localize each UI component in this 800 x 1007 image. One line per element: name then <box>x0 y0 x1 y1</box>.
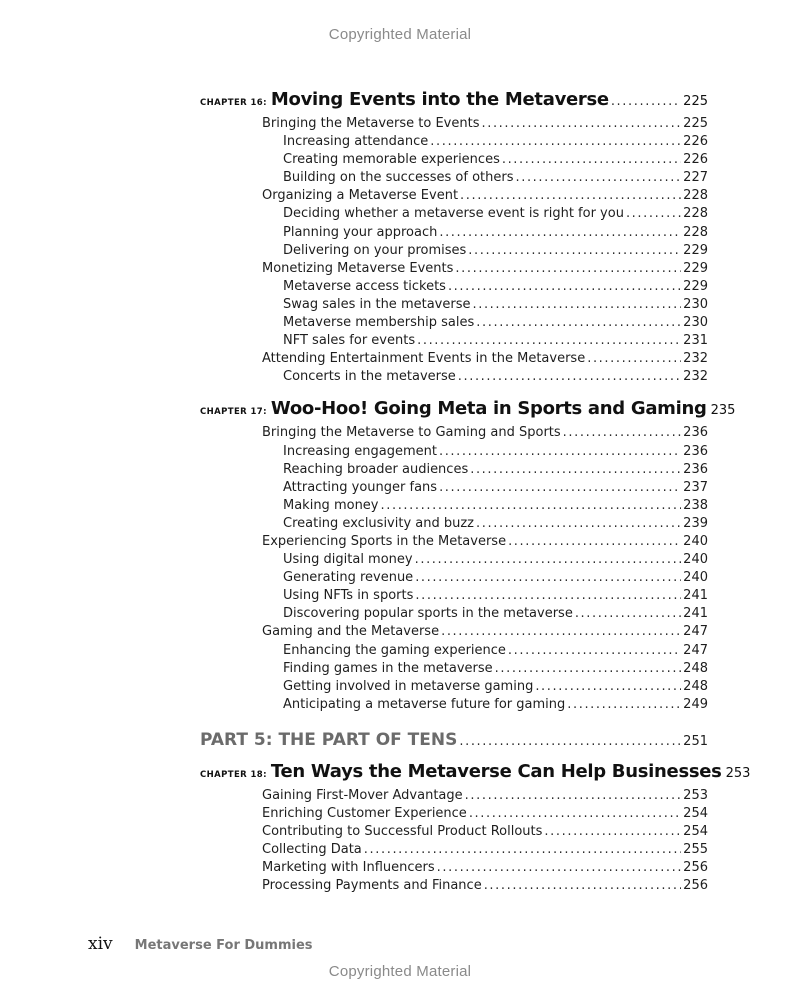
entry-text: Gaming and the Metaverse <box>262 624 440 640</box>
entry-text: Bringing the Metaverse to Gaming and Sports <box>262 425 561 441</box>
page-number: 254 <box>683 806 708 821</box>
toc-subsection-entry[interactable] <box>200 151 708 169</box>
dot-leader <box>575 605 681 623</box>
toc-section-entry[interactable] <box>200 350 708 368</box>
toc-chapter-heading[interactable] <box>200 88 708 115</box>
dot-leader <box>484 877 681 895</box>
page-number: 225 <box>683 116 708 131</box>
toc-section-entry[interactable] <box>200 805 708 823</box>
toc-section-entry[interactable] <box>200 260 708 278</box>
page-number: 236 <box>683 461 708 477</box>
page-number: 253 <box>725 765 751 781</box>
toc-subsection-entry[interactable] <box>200 368 708 386</box>
dot-leader <box>563 424 682 442</box>
spacer <box>200 714 708 728</box>
dot-leader <box>465 787 682 805</box>
page-number: 232 <box>683 369 708 385</box>
page-footer <box>88 934 313 954</box>
toc-section-entry[interactable] <box>200 859 708 877</box>
dot-leader <box>470 461 681 479</box>
dot-leader <box>415 569 681 587</box>
page-number: 228 <box>683 188 708 204</box>
page-number: 241 <box>683 588 708 604</box>
page-number: 228 <box>683 224 708 240</box>
dot-leader <box>476 314 681 332</box>
dot-leader <box>544 823 681 841</box>
entry-text: Enriching Customer Experience <box>262 806 467 821</box>
chapter-title: Woo-Hoo! Going Meta in Sports and Gaming <box>270 398 707 420</box>
toc-subsection-entry[interactable] <box>200 497 708 515</box>
dot-leader <box>439 479 681 497</box>
toc-subsection-entry[interactable] <box>200 587 708 605</box>
page-number: 229 <box>683 278 708 294</box>
entry-text: Getting involved in metaverse gaming <box>283 678 534 694</box>
toc-section-entry[interactable] <box>200 533 708 551</box>
entry-text: Gaining First-Mover Advantage <box>262 787 463 803</box>
toc-chapter-heading[interactable] <box>200 760 751 787</box>
toc-subsection-entry[interactable] <box>200 133 708 151</box>
page-number: 255 <box>683 842 708 858</box>
chapter-title: Ten Ways the Metaverse Can Help Businesses <box>270 760 722 782</box>
entry-text: Reaching broader audiences <box>283 461 469 477</box>
toc-subsection-entry[interactable] <box>200 443 708 461</box>
page-number: 238 <box>683 497 708 513</box>
entry-text: Anticipating a metaverse future for gaming <box>283 696 566 712</box>
toc-subsection-entry[interactable] <box>200 696 708 714</box>
dot-leader <box>469 805 681 823</box>
dot-leader <box>508 533 681 551</box>
page-number: 240 <box>683 570 708 586</box>
page-number: 227 <box>683 170 708 186</box>
dot-leader <box>381 497 682 515</box>
entry-text: Swag sales in the metaverse <box>283 296 471 312</box>
page-number: 226 <box>683 134 708 150</box>
dot-leader <box>439 443 681 461</box>
entry-text: Processing Payments and Finance <box>262 878 482 894</box>
page-number: 256 <box>683 860 708 876</box>
chapter-title: Moving Events into the Metaverse <box>270 89 609 110</box>
page-number: 239 <box>683 515 708 531</box>
entry-text: Discovering popular sports in the metaverse <box>283 606 573 622</box>
page-number: 240 <box>683 552 708 568</box>
dot-leader <box>415 587 681 605</box>
dot-leader <box>417 332 681 350</box>
entry-text: Bringing the Metaverse to Events <box>262 116 480 131</box>
dot-leader <box>476 515 681 533</box>
entry-text: Generating revenue <box>283 570 414 586</box>
toc-part-heading[interactable] <box>200 728 708 754</box>
page-number: 230 <box>683 315 708 331</box>
page-number: 237 <box>683 479 708 495</box>
page-number: 232 <box>683 351 708 367</box>
entry-text: Delivering on your promises <box>283 242 467 258</box>
entry-text: Creating exclusivity and buzz <box>283 515 475 531</box>
toc-subsection-entry[interactable] <box>200 205 708 223</box>
dot-leader <box>611 90 681 114</box>
toc-section-entry[interactable] <box>200 787 708 805</box>
toc-subsection-entry[interactable] <box>200 569 708 587</box>
toc-subsection-entry[interactable] <box>200 660 708 678</box>
dot-leader <box>448 278 681 296</box>
dot-leader <box>515 169 681 187</box>
entry-text: Marketing with Influencers <box>262 860 435 876</box>
toc-subsection-entry[interactable] <box>200 224 708 242</box>
page-number: 248 <box>683 660 708 676</box>
page-number: 236 <box>683 443 708 459</box>
toc-subsection-entry[interactable] <box>200 551 708 569</box>
toc-section-entry[interactable] <box>200 841 708 859</box>
spacer <box>200 386 708 397</box>
entry-text: Metaverse membership sales <box>283 315 475 331</box>
page-number: 256 <box>683 878 708 894</box>
folio-page-number: xiv <box>88 934 113 954</box>
dot-leader <box>459 730 681 754</box>
toc-subsection-entry[interactable] <box>200 242 708 260</box>
toc-subsection-entry[interactable] <box>200 642 708 660</box>
dot-leader <box>455 260 681 278</box>
page-number: 229 <box>683 260 708 276</box>
toc-section-entry[interactable] <box>200 424 708 442</box>
toc-subsection-entry[interactable] <box>200 479 708 497</box>
toc-section-entry[interactable] <box>200 823 708 841</box>
table-of-contents <box>200 88 751 895</box>
entry-text: Creating memorable experiences <box>283 152 500 168</box>
entry-text: Using digital money <box>283 552 413 568</box>
entry-text: Experiencing Sports in the Metaverse <box>262 533 507 549</box>
toc-subsection-entry[interactable] <box>200 296 708 314</box>
page-number: 253 <box>683 787 708 803</box>
dot-leader <box>495 660 682 678</box>
dot-leader <box>626 205 681 223</box>
entry-text: Deciding whether a metaverse event is right for you <box>283 206 624 222</box>
dot-leader <box>460 187 681 205</box>
entry-text: Contributing to Successful Product Rollouts <box>262 824 543 840</box>
dot-leader <box>441 623 681 641</box>
copyright-watermark-top: Copyrighted Material <box>328 26 472 43</box>
part-title: PART 5: THE PART OF TENS <box>200 729 458 750</box>
toc-subsection-entry[interactable] <box>200 332 708 350</box>
page-number: 241 <box>683 606 708 622</box>
entry-text: Monetizing Metaverse Events <box>262 260 454 276</box>
toc-subsection-entry[interactable] <box>200 678 708 696</box>
dot-leader <box>415 551 682 569</box>
dot-leader <box>508 642 681 660</box>
page-number: 231 <box>683 333 708 349</box>
page-number: 235 <box>710 403 736 419</box>
entry-text: NFT sales for events <box>283 333 416 349</box>
dot-leader <box>535 678 681 696</box>
dot-leader <box>439 224 681 242</box>
toc-subsection-entry[interactable] <box>200 314 708 332</box>
dot-leader <box>567 696 681 714</box>
page-number: 249 <box>683 696 708 712</box>
page-number: 240 <box>683 533 708 549</box>
dot-leader <box>481 115 681 133</box>
entry-text: Planning your approach <box>283 224 438 240</box>
dot-leader <box>468 242 681 260</box>
dot-leader <box>502 151 681 169</box>
chapter-label: CHAPTER 17: <box>200 407 267 418</box>
page-number: 248 <box>683 678 708 694</box>
dot-leader <box>437 859 682 877</box>
toc-subsection-entry[interactable] <box>200 605 708 623</box>
toc-subsection-entry[interactable] <box>200 515 708 533</box>
entry-text: Enhancing the gaming experience <box>283 642 506 658</box>
entry-text: Attracting younger fans <box>283 479 438 495</box>
toc-subsection-entry[interactable] <box>200 461 708 479</box>
entry-text: Attending Entertainment Events in the Metaverse <box>262 351 586 367</box>
page-number: 229 <box>683 242 708 258</box>
entry-text: Organizing a Metaverse Event <box>262 188 459 204</box>
dot-leader <box>458 368 681 386</box>
toc-chapter-heading[interactable] <box>200 397 736 424</box>
dot-leader <box>430 133 681 151</box>
entry-text: Finding games in the metaverse <box>283 660 493 676</box>
page-number: 230 <box>683 296 708 312</box>
entry-text: Making money <box>283 497 379 513</box>
running-title: Metaverse For Dummies <box>134 938 313 953</box>
page-number: 226 <box>683 152 708 168</box>
toc-section-entry[interactable] <box>200 115 708 133</box>
toc-subsection-entry[interactable] <box>200 169 708 187</box>
dot-leader <box>587 350 681 368</box>
entry-text: Building on the successes of others <box>283 170 514 186</box>
page-number: 225 <box>683 94 708 109</box>
toc-section-entry[interactable] <box>200 187 708 205</box>
page-number: 236 <box>683 425 708 441</box>
page-number: 251 <box>683 733 708 749</box>
page-number: 254 <box>683 824 708 840</box>
toc-subsection-entry[interactable] <box>200 278 708 296</box>
dot-leader <box>472 296 681 314</box>
toc-section-entry[interactable] <box>200 877 708 895</box>
entry-text: Concerts in the metaverse <box>283 369 456 385</box>
entry-text: Using NFTs in sports <box>283 588 414 604</box>
entry-text: Metaverse access tickets <box>283 278 446 294</box>
chapter-label: CHAPTER 16: <box>200 98 267 108</box>
entry-text: Increasing engagement <box>283 443 437 459</box>
entry-text: Collecting Data <box>262 842 362 858</box>
page-number: 247 <box>683 624 708 640</box>
toc-section-entry[interactable] <box>200 623 708 641</box>
copyright-watermark-bottom: Copyrighted Material <box>328 963 472 980</box>
entry-text: Increasing attendance <box>283 134 429 150</box>
dot-leader <box>364 841 681 859</box>
page-number: 228 <box>683 206 708 222</box>
chapter-label: CHAPTER 18: <box>200 769 267 780</box>
page-number: 247 <box>683 642 708 658</box>
